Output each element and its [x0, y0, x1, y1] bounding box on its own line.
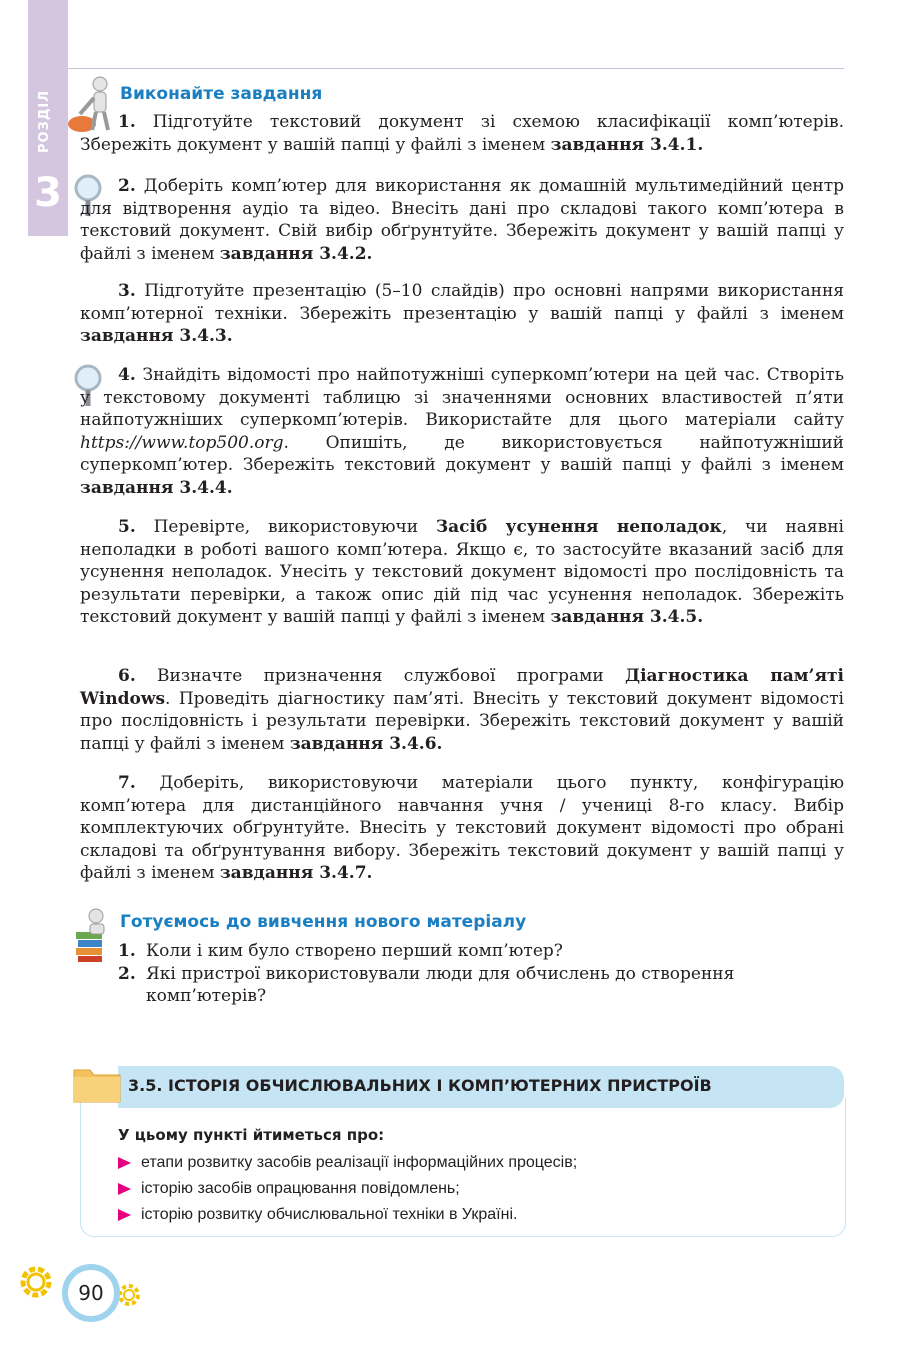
bullet-triangle-icon: [118, 1183, 131, 1195]
folder-icon: [72, 1064, 122, 1104]
chapter-label: РОЗДІЛ: [37, 89, 52, 153]
section-title: 3.5. ІСТОРІЯ ОБЧИСЛЮВАЛЬНИХ І КОМП’ЮТЕРНИХ ПРИСТРОЇВ: [128, 1076, 712, 1095]
task-number: 2.: [118, 176, 136, 196]
list-item: історію розвитку обчислювальної техніки в Україні.: [118, 1202, 577, 1228]
task-7: 7. Доберіть, використовуючи матеріали цього пункту, конфігурацію комп’ютера для дистанційного навчання учня / учениці 8-го класу. Вибір комплектуючих обґрунтуйте. Внесіть у текстовий документ відомості про обрані складові та обґрунтування вибору. Збережіть текстовий документ у вашій папці у файлі з іменем завдання 3.4.7.: [80, 773, 845, 883]
list-item: 2. Які пристрої використовували люди для обчислень до створення комп’ютерів?: [118, 963, 735, 1006]
chapter-number: 3: [34, 170, 62, 216]
task-number: 1.: [118, 112, 136, 132]
task-number: 4.: [118, 365, 136, 385]
task-4: 4. Знайдіть відомості про найпотужніші суперкомп’ютери на цей час. Створіть у текстовому документі таблицю зі значеннями основних властивостей п’яти найпотужніших суперкомп’ютерів. Використайте для цього матеріали сайту https://www.top500.org. Опишіть, де використовується найпотужніший суперкомп’ютер. Збережіть текстовий документ у вашій папці у файлі з іменем завдання 3.4.4.: [80, 365, 844, 498]
file-name: завдання 3.4.7.: [219, 863, 373, 883]
page-number: 90: [62, 1264, 120, 1322]
site-url: https://www.top500.org: [80, 432, 284, 453]
file-name: завдання 3.4.3.: [80, 326, 233, 346]
section-intro: У цьому пункті йтиметься про:: [118, 1126, 385, 1144]
file-name: завдання 3.4.6.: [289, 733, 443, 754]
file-name: завдання 3.4.4.: [80, 477, 233, 498]
task-3: 3. Підготуйте презентацію (5–10 слайдів) про основні напрями використання комп’ютерної техніки. Збережіть презентацію у вашій папці у файлі з іменем завдання 3.4.3.: [80, 281, 844, 346]
file-name: завдання 3.4.1.: [550, 134, 704, 155]
file-name: завдання 3.4.5.: [550, 607, 704, 627]
gear-icon: [16, 1262, 56, 1302]
prepare-heading: Готуємось до вивчення нового матеріалу: [120, 912, 527, 932]
list-item: 1. Коли і ким було створено перший комп’ютер?: [118, 941, 563, 961]
list-item: історію засобів опрацювання повідомлень;: [118, 1176, 577, 1202]
file-name: завдання 3.4.2.: [219, 243, 373, 264]
prepare-list: [118, 940, 844, 1008]
task-number: 5.: [118, 517, 136, 537]
task-5: 5. Перевірте, використовуючи Засіб усунення неполадок, чи наявні неполадки в роботі вашого комп’ютера. Якщо є, то застосуйте вказаний засіб для усунення неполадок. Унесіть у текстовий документ відомості про послідовність та результати перевірки, а також опис дій під час усунення неполадок. Збережіть текстовий документ у вашій папці у файлі з іменем завдання 3.4.5.: [80, 517, 844, 627]
task-number: 3.: [118, 281, 136, 301]
task-6: 6. Визначте призначення службової програми Діагностика пам’яті Windows. Проведіть діагностику пам’яті. Внесіть у текстовий документ відомості про послідовність і результати перевірки. Збережіть текстовий документ у вашій папці у файлі з іменем завдання 3.4.6.: [80, 666, 845, 754]
task-number: 6.: [118, 666, 136, 686]
list-item: етапи розвитку засобів реалізації інформаційних процесів;: [118, 1150, 577, 1176]
books-reader-icon: [70, 906, 116, 964]
task-2: 2. Доберіть комп’ютер для використання як домашній мультимедійний центр для відтворення аудіо та відео. Внесіть дані про складові такого комп’ютера в текстовий документ. Свій вибір обґрунтуйте. Збережіть документ у вашій папці у файлі з іменем завдання 3.4.2.: [80, 176, 845, 264]
task-1: 1. Підготуйте текстовий документ зі схемою класифікації комп’ютерів. Збережіть документ у вашій папці у файлі з іменем завдання 3.4.1.: [80, 112, 844, 155]
bullet-triangle-icon: [118, 1157, 131, 1169]
top-divider: [68, 68, 844, 69]
tasks-heading: Виконайте завдання: [120, 84, 323, 104]
section-bullets: [118, 1150, 577, 1228]
bullet-triangle-icon: [118, 1209, 131, 1221]
task-number: 7.: [118, 773, 136, 793]
